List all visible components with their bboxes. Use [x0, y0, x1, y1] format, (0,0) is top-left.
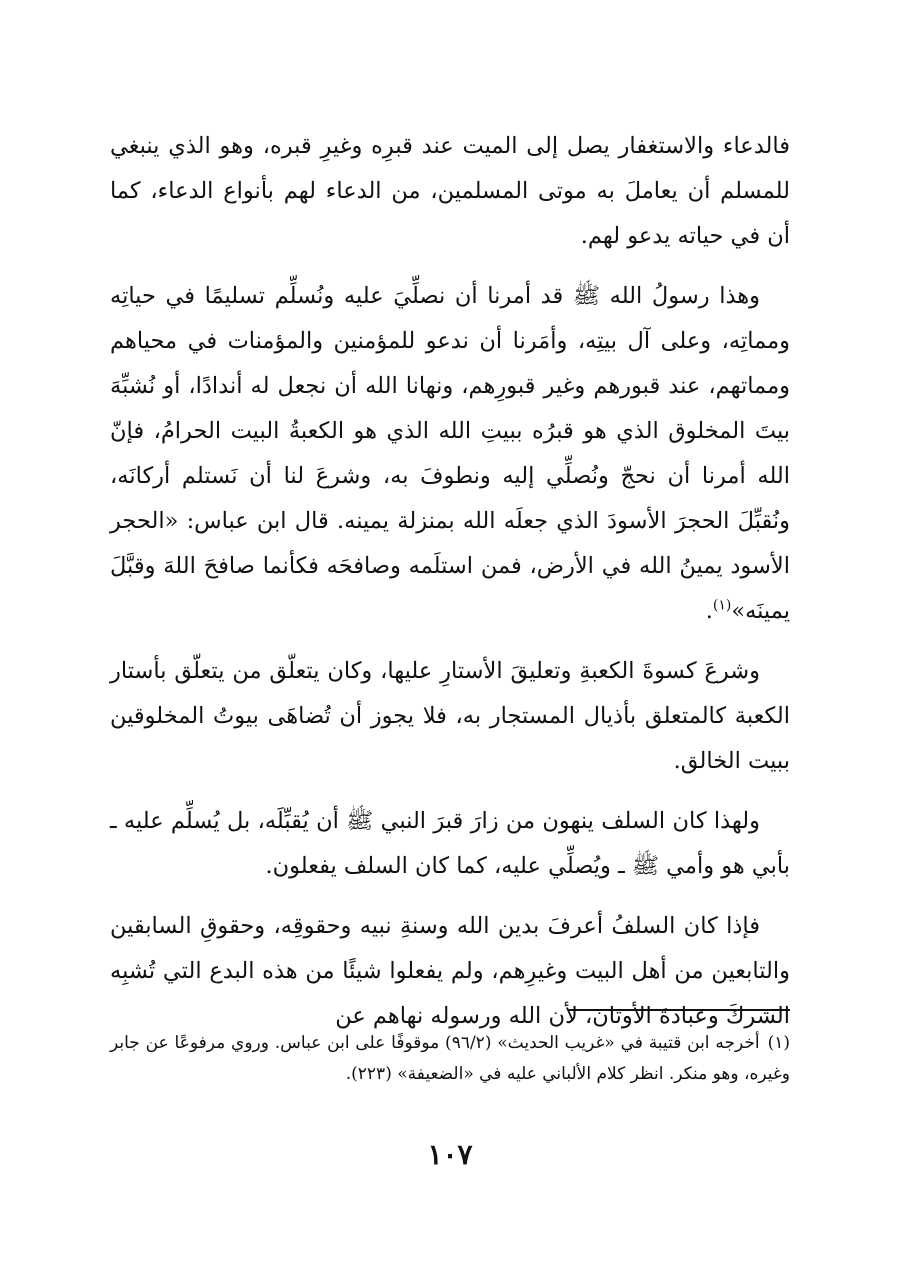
footnote [110, 1028, 790, 1090]
footnote-divider [568, 1009, 790, 1011]
main-text [110, 124, 790, 1054]
footnote-text: أخرجه ابن قتيبة في «غريب الحديث» (٩٦/٢) موقوفًا على ابن عباس. وروي مرفوعًا عن جابر وغيره، وهو منكر. انظر كلام الألباني عليه في «الضعيفة» (٢٢٣). [110, 1033, 790, 1084]
paragraph-2 [110, 274, 790, 634]
paragraph-3: وشرعَ كسوةَ الكعبةِ وتعليقَ الأستارِ عليها، وكان يتعلّق من يتعلّق بأستار الكعبة كالمتعلق بأذيال المستجار به، فلا يجوز أن تُضاهَى بيوتُ المخلوقين ببيت الخالق. [110, 658, 790, 774]
paragraph-2-text: وهذا رسولُ الله ﷺ قد أمرنا أن نصلِّيَ عليه ونُسلِّم تسليمًا في حياتِه ومماتِه، وعلى آل بيتِه، وأمَرنا أن ندعو للمؤمنين والمؤمنات في محياهم ومماتهم، عند قبورهم وغير قبورِهم، ونهانا الله أن نجعل له أندادًا، أو نُشبِّهَ بيتَ المخلوق الذي هو قبرُه ببيتِ الله الذي هو الكعبةُ البيت الحرامُ، فإنّ الله أمرنا أن نحجّ ونُصلِّي إليه ونطوفَ به، وشرعَ لنا أن نَستلم أركانَه، ونُقبِّلَ الحجرَ الأسودَ الذي جعلَه الله بمنزلة يمينه. قال ابن عباس: «الحجر الأسود يمينُ الله في الأرض، فمن استلَمه وصافحَه فكأنما صافحَ اللهَ وقبَّلَ يمينَه» [110, 283, 790, 624]
paragraph-4: ولهذا كان السلف ينهون من زارَ قبرَ النبي ﷺ أن يُقبِّلَه، بل يُسلِّم عليه ـ بأبي هو وأمي ﷺ ـ ويُصلِّي عليه، كما كان السلف يفعلون. [110, 808, 790, 879]
paragraph-5: فإذا كان السلفُ أعرفَ بدين الله وسنةِ نبيه وحقوقِه، وحقوقِ السابقين والتابعين من أهل البيت وغيرِهم، ولم يفعلوا شيئًا من هذه البدع التي تُشبِه الشركَ وعبادةَ الأوثان، لأن الله ورسوله نهاهم عن [110, 913, 790, 1029]
paragraph-2-end: . [705, 598, 713, 624]
footnote-number: (١) [767, 1033, 790, 1053]
page-number: ١٠٧ [427, 1138, 473, 1171]
footnote-reference[interactable]: (١) [712, 597, 732, 614]
paragraph-1: فالدعاء والاستغفار يصل إلى الميت عند قبرِه وغيرِ قبره، وهو الذي ينبغي للمسلم أن يعاملَ به موتى المسلمين، من الدعاء لهم بأنواع الدعاء، كما أن في حياته يدعو لهم. [110, 133, 790, 249]
